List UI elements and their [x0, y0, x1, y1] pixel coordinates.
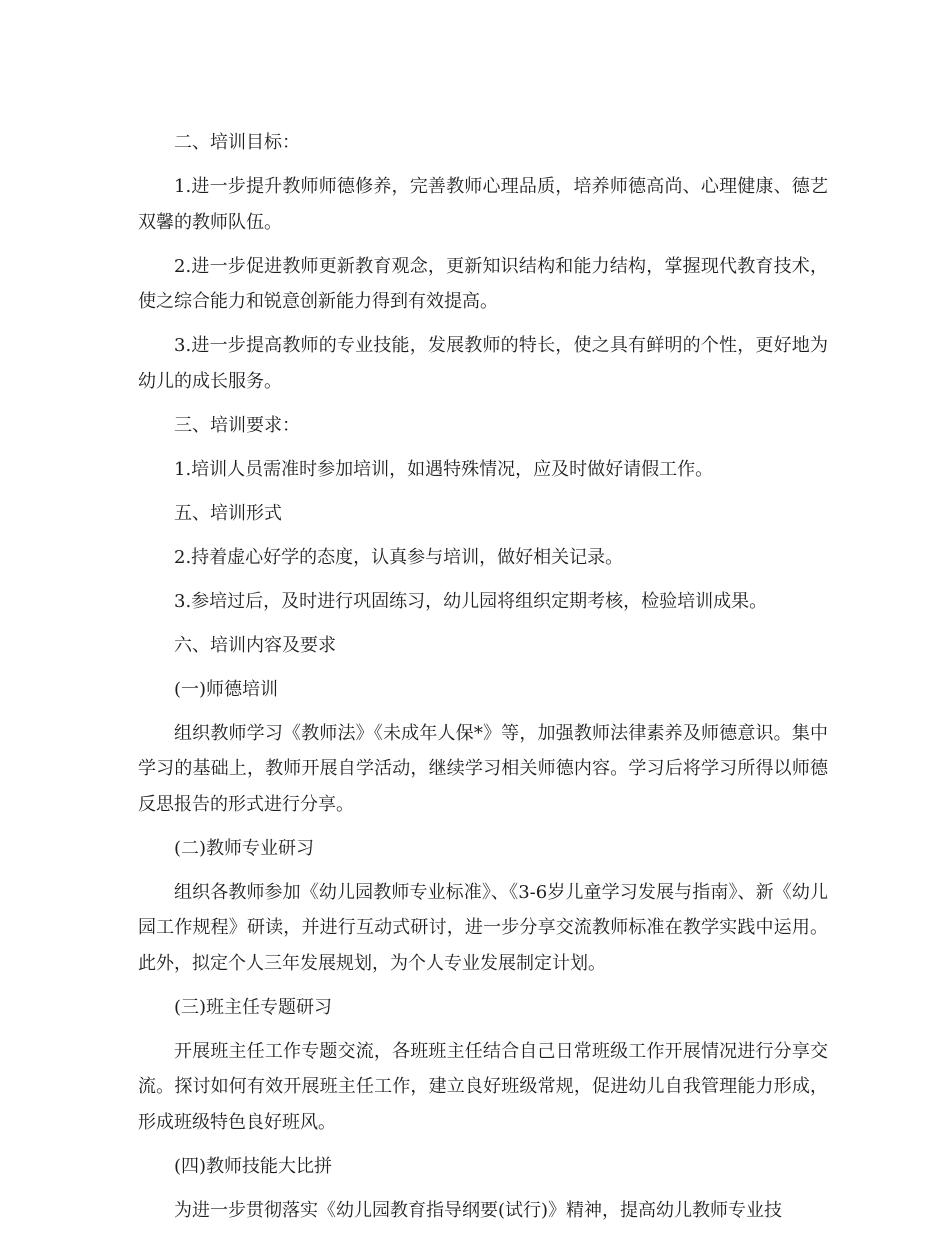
requirement-item-2: 2.持着虚心好学的态度，认真参与培训，做好相关记录。 [174, 546, 624, 568]
goal-item-2: 2.进一步促进教师更新教育观念，更新知识结构和能力结构，掌握现代教育技术，使之综合能力和锐意创新能力得到有效提高。 [138, 255, 828, 312]
paragraph-skills-contest: 为进一步贯彻落实《幼儿园教育指导纲要(试行)》精神，提高幼儿教师专业技 [174, 1199, 783, 1221]
section-heading-goals: 二、培训目标： [174, 132, 300, 153]
subheading-skills-contest: (四)教师技能大比拼 [174, 1155, 333, 1177]
section-heading-content: 六、培训内容及要求 [174, 634, 336, 656]
subheading-head-teacher: (三)班主任专题研习 [174, 996, 333, 1018]
document-body [138, 125, 828, 1237]
subheading-ethics: (一)师德培训 [174, 678, 279, 700]
paragraph-professional-study: 组织各教师参加《幼儿园教师专业标准》、《3-6岁儿童学习发展与指南》、新《幼儿园工作规程》研读，并进行互动式研讨，进一步分享交流教师标准在教学实践中运用。此外，拟定个人三年发展规划，为个人专业发展制定计划。 [138, 881, 828, 974]
subheading-professional-study: (二)教师专业研习 [174, 837, 315, 859]
goal-item-3: 3.进一步提高教师的专业技能，发展教师的特长，使之具有鲜明的个性，更好地为幼儿的成长服务。 [138, 335, 828, 392]
paragraph-head-teacher: 开展班主任工作专题交流，各班班主任结合自己日常班级工作开展情况进行分享交流。探讨如何有效开展班主任工作，建立良好班级常规，促进幼儿自我管理能力形成，形成班级特色良好班风。 [138, 1040, 828, 1133]
goal-item-1: 1.进一步提升教师师德修养，完善教师心理品质，培养师德高尚、心理健康、德艺双馨的教师队伍。 [138, 176, 828, 233]
requirement-item-3: 3.参培过后，及时进行巩固练习，幼儿园将组织定期考核，检验培训成果。 [174, 590, 768, 612]
paragraph-ethics: 组织教师学习《教师法》《未成年人保*》等，加强教师法律素养及师德意识。集中学习的基础上，教师开展自学活动，继续学习相关师德内容。学习后将学习所得以师德反思报告的形式进行分享。 [138, 722, 828, 815]
section-heading-requirements: 三、培训要求： [174, 414, 300, 436]
section-heading-format: 五、培训形式 [174, 502, 282, 524]
requirement-item-1: 1.培训人员需准时参加培训，如遇特殊情况，应及时做好请假工作。 [174, 458, 714, 480]
